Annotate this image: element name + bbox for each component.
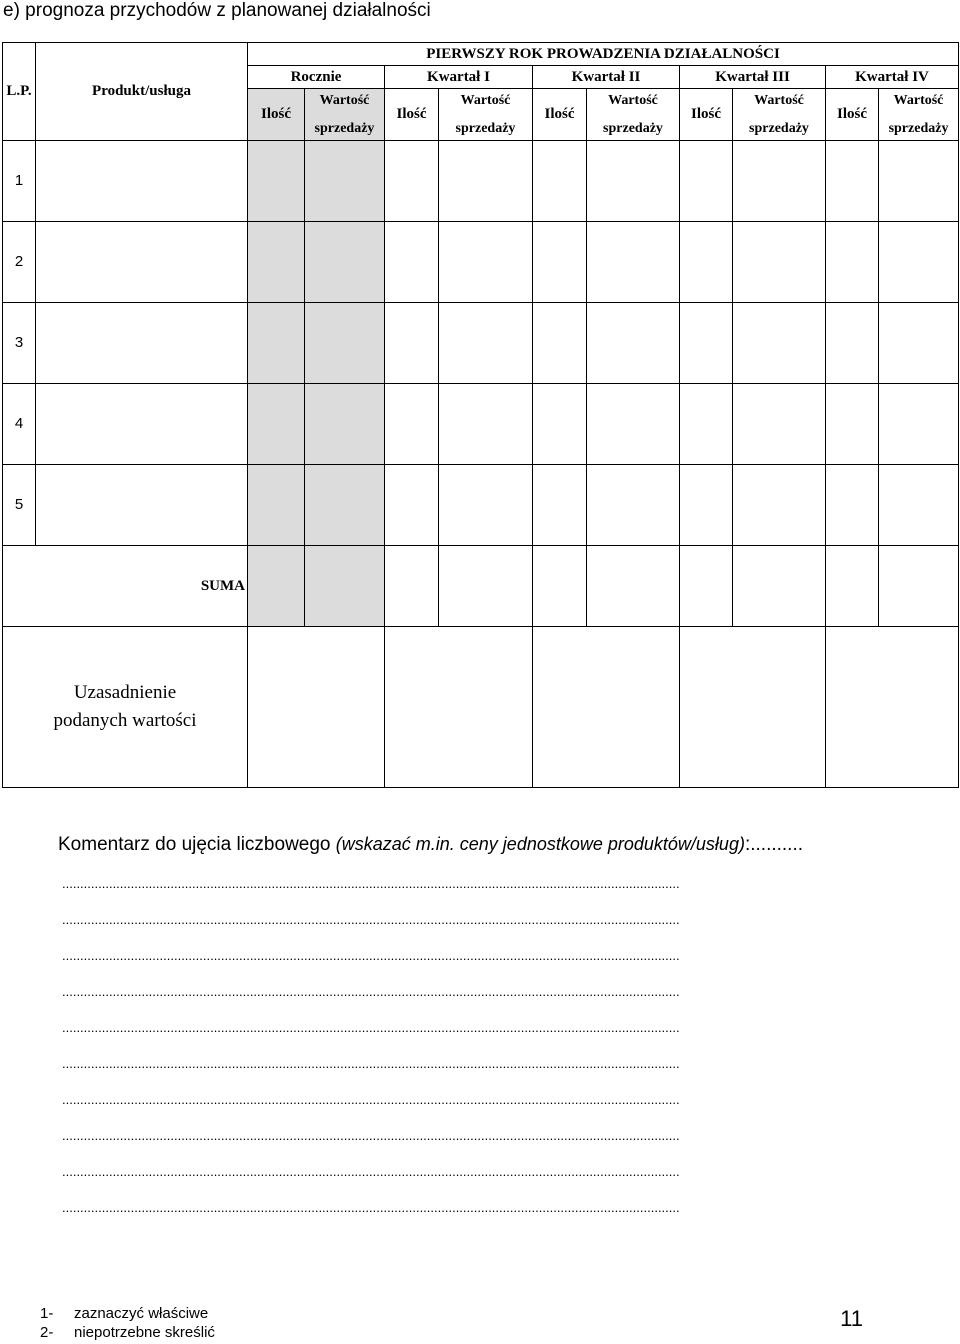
period-header-q1: Kwartał I — [385, 66, 533, 89]
q4-value-cell[interactable] — [879, 303, 959, 384]
q3-qty-sum[interactable] — [680, 546, 733, 627]
annual-qty-cell — [248, 303, 305, 384]
annual-qty-sum — [248, 546, 305, 627]
row-number: 4 — [3, 384, 36, 465]
value-header: Wartość sprzedaży — [879, 89, 959, 141]
value-header: Wartość sprzedaży — [587, 89, 680, 141]
product-cell[interactable] — [36, 465, 248, 546]
annual-qty-cell — [248, 222, 305, 303]
annual-value-cell — [305, 141, 385, 222]
footnote-2: 2- niepotrzebne skreślić — [40, 1324, 215, 1341]
annual-value-cell — [305, 222, 385, 303]
product-header: Produkt/usługa — [36, 43, 248, 141]
justification-q1[interactable] — [385, 627, 533, 788]
q3-value-cell[interactable] — [733, 303, 826, 384]
sum-row — [3, 546, 959, 627]
table-row — [3, 303, 959, 384]
q2-qty-cell[interactable] — [533, 141, 587, 222]
annual-value-cell — [305, 465, 385, 546]
product-cell[interactable] — [36, 384, 248, 465]
period-header-annual: Rocznie — [248, 66, 385, 89]
dotted-line[interactable]: ........................................................................................................................................................................... — [62, 984, 680, 999]
q4-qty-cell[interactable] — [826, 141, 879, 222]
q2-value-cell[interactable] — [587, 303, 680, 384]
dotted-line[interactable]: ........................................................................................................................................................................... — [62, 1056, 680, 1071]
q1-value-cell[interactable] — [439, 141, 533, 222]
dotted-line[interactable]: ........................................................................................................................................................................... — [62, 1092, 680, 1107]
page-number: 11 — [840, 1306, 863, 1331]
dotted-line[interactable]: ........................................................................................................................................................................... — [62, 1200, 680, 1215]
q4-value-cell[interactable] — [879, 222, 959, 303]
lp-header: L.P. — [3, 43, 36, 141]
q1-value-cell[interactable] — [439, 222, 533, 303]
annual-qty-cell — [248, 384, 305, 465]
qty-header: Ilość — [385, 89, 439, 141]
qty-header: Ilość — [248, 89, 305, 141]
q1-value-cell[interactable] — [439, 384, 533, 465]
q1-value-sum[interactable] — [439, 546, 533, 627]
dotted-line[interactable]: ........................................................................................................................................................................... — [62, 1164, 680, 1179]
justification-q4[interactable] — [826, 627, 959, 788]
q3-value-cell[interactable] — [733, 384, 826, 465]
product-cell[interactable] — [36, 141, 248, 222]
qty-header: Ilość — [826, 89, 879, 141]
value-header: Wartość sprzedaży — [305, 89, 385, 141]
product-cell[interactable] — [36, 303, 248, 384]
q1-qty-cell[interactable] — [385, 465, 439, 546]
q2-value-cell[interactable] — [587, 465, 680, 546]
table-row — [3, 222, 959, 303]
q4-qty-cell[interactable] — [826, 303, 879, 384]
q1-qty-cell[interactable] — [385, 384, 439, 465]
period-header-q2: Kwartał II — [533, 66, 680, 89]
revenue-forecast-table — [2, 42, 959, 788]
q3-value-cell[interactable] — [733, 465, 826, 546]
justification-label: Uzasadnienie podanych wartości — [3, 627, 248, 788]
q2-qty-sum[interactable] — [533, 546, 587, 627]
q2-value-sum[interactable] — [587, 546, 680, 627]
q3-value-cell[interactable] — [733, 141, 826, 222]
row-number: 2 — [3, 222, 36, 303]
q3-qty-cell[interactable] — [680, 465, 733, 546]
annual-qty-cell — [248, 465, 305, 546]
qty-header: Ilość — [533, 89, 587, 141]
row-number: 1 — [3, 141, 36, 222]
q1-value-cell[interactable] — [439, 303, 533, 384]
q4-value-cell[interactable] — [879, 384, 959, 465]
table-row — [3, 465, 959, 546]
annual-value-sum — [305, 546, 385, 627]
q2-qty-cell[interactable] — [533, 465, 587, 546]
table-row — [3, 384, 959, 465]
qty-header: Ilość — [680, 89, 733, 141]
q3-qty-cell[interactable] — [680, 141, 733, 222]
value-header: Wartość sprzedaży — [439, 89, 533, 141]
dotted-line[interactable]: ........................................................................................................................................................................... — [62, 948, 680, 963]
row-number: 5 — [3, 465, 36, 546]
dotted-line[interactable]: ........................................................................................................................................................................... — [62, 1128, 680, 1143]
q2-value-cell[interactable] — [587, 222, 680, 303]
period-header-q3: Kwartał III — [680, 66, 826, 89]
period-header-q4: Kwartał IV — [826, 66, 959, 89]
product-cell[interactable] — [36, 222, 248, 303]
q3-qty-cell[interactable] — [680, 222, 733, 303]
dotted-line[interactable]: ........................................................................................................................................................................... — [62, 912, 680, 927]
table-row — [3, 141, 959, 222]
annual-value-cell — [305, 303, 385, 384]
footnote-1: 1- zaznaczyć właściwe — [40, 1305, 209, 1322]
justification-row — [3, 627, 959, 788]
year-header: PIERWSZY ROK PROWADZENIA DZIAŁALNOŚCI — [248, 43, 959, 66]
row-number: 3 — [3, 303, 36, 384]
comment-line: Komentarz do ujęcia liczbowego (wskazać m.in. ceny jednostkowe produktów/usług):.......... — [58, 834, 804, 855]
q4-qty-sum[interactable] — [826, 546, 879, 627]
q4-qty-cell[interactable] — [826, 222, 879, 303]
q4-value-cell[interactable] — [879, 465, 959, 546]
q4-value-cell[interactable] — [879, 141, 959, 222]
q3-qty-cell[interactable] — [680, 384, 733, 465]
q3-value-sum[interactable] — [733, 546, 826, 627]
q4-value-sum[interactable] — [879, 546, 959, 627]
q4-qty-cell[interactable] — [826, 465, 879, 546]
q3-qty-cell[interactable] — [680, 303, 733, 384]
q1-qty-cell[interactable] — [385, 141, 439, 222]
q3-value-cell[interactable] — [733, 222, 826, 303]
dotted-line[interactable]: ........................................................................................................................................................................... — [62, 1020, 680, 1035]
q2-qty-cell[interactable] — [533, 303, 587, 384]
dotted-line[interactable]: ........................................................................................................................................................................... — [62, 876, 680, 891]
q2-value-cell[interactable] — [587, 141, 680, 222]
sum-label: SUMA — [3, 546, 248, 627]
q1-qty-cell[interactable] — [385, 222, 439, 303]
section-title: e) prognoza przychodów z planowanej działalności — [3, 0, 431, 21]
q1-value-cell[interactable] — [439, 465, 533, 546]
annual-value-cell — [305, 384, 385, 465]
justification-q3[interactable] — [680, 627, 826, 788]
q2-value-cell[interactable] — [587, 384, 680, 465]
q2-qty-cell[interactable] — [533, 384, 587, 465]
q4-qty-cell[interactable] — [826, 384, 879, 465]
annual-qty-cell — [248, 141, 305, 222]
value-header: Wartość sprzedaży — [733, 89, 826, 141]
justification-annual[interactable] — [248, 627, 385, 788]
q1-qty-cell[interactable] — [385, 303, 439, 384]
q2-qty-cell[interactable] — [533, 222, 587, 303]
q1-qty-sum[interactable] — [385, 546, 439, 627]
justification-q2[interactable] — [533, 627, 680, 788]
